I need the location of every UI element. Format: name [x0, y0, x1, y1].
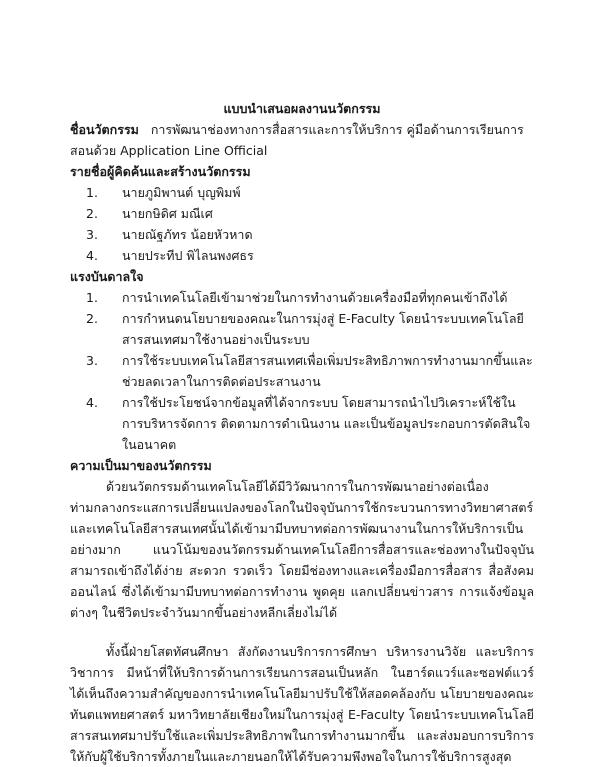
list-item: 1. นายภูมิพานต์ บุญพิมพ์: [86, 185, 241, 200]
background-heading: ความเป็นมาของนวัตกรรม: [70, 458, 212, 473]
list-item: 2. นายกษิดิศ มณีเศ: [86, 206, 213, 221]
background-paragraph-1: ด้วยนวัตกรรมด้านเทคโนโลยีได้มีวิวัฒนาการในการพัฒนาอย่างต่อเนื่องท่ามกลางกระแสการเปลี่ยนแปลงของโลกในปัจจุบันการใช้กระบวนการทางวิทยาศาสตร์และเทคโนโลยีสารสนเทศนั้นได้เข้ามามีบทบาทต่อการพัฒนางานในการให้บริการเป็นอย่างมาก แนวโน้มของนวัตกรรมด้านเทคโนโลยีการสื่อสารและช่องทางในปัจจุบันสามารถเข้าถึงได้ง่าย สะดวก รวดเร็ว โดยมีช่องทางและเครื่องมือการสื่อสาร สื่อสังคมออนไลน์ ซึ่งได้เข้ามามีบทบาทต่อการทำงาน พูดคุย แลกเปลี่ยนข่าวสาร การแจ้งข้อมูลต่างๆ ในชีวิตประจำวันมากขึ้นอย่างหลีกเลี่ยงไม่ได้: [70, 479, 534, 620]
creators-heading: รายชื่อผู้คิดค้นและสร้างนวัตกรรม: [70, 164, 251, 179]
inspiration-list: [70, 287, 534, 455]
list-item: 1. การนำเทคโนโลยีเข้ามาช่วยในการทำงานด้วยเครื่องมือที่ทุกคนเข้าถึงได้: [86, 290, 508, 305]
innovation-name-row: [70, 119, 534, 161]
paragraph-gap: [70, 623, 534, 641]
document-title: แบบนำเสนอผลงานนวัตกรรม: [223, 101, 381, 116]
list-item: 3. นายณัฐภัทร น้อยหัวหาด: [86, 227, 253, 242]
list-item: 4. การใช้ประโยชน์จากข้อมูลที่ได้จากระบบ โดยสามารถนำไปวิเคราะห์ใช้ในการบริหารจัดการ ติดตามการดำเนินงาน และเป็นข้อมูลประกอบการตัดสินใจในอนาคต: [86, 395, 531, 452]
background-paragraph-2: ทั้งนี้ฝ่ายโสตทัศนศึกษา สังกัดงานบริการการศึกษา บริหารงานวิจัย และบริการวิชาการ มีหน้าที่ให้บริการด้านการเรียนการสอนเป็นหลัก ในฮาร์ดแวร์และซอฟต์แวร์ ได้เห็นถึงความสำคัญของการนำเทคโนโลยีมาปรับใช้ให้สอดคล้องกับ นโยบายของคณะทันตแพทยศาสตร์ มหาวิทยาลัยเชียงใหม่ในการมุ่งสู่ E-Faculty โดยนำระบบเทคโนโลยีสารสนเทศมาปรับใช้และเพิ่มประสิทธิภาพในการทำงานมากขึ้น และส่งมอบการบริการให้กับผู้ใช้บริการทั้งภายในและภายนอกให้ได้รับความพึงพอใจในการใช้บริการสูงสุด: [70, 644, 534, 764]
creators-list: [70, 182, 534, 266]
list-item: 3. การใช้ระบบเทคโนโลยีสารสนเทศเพื่อเพิ่มประสิทธิภาพการทำงานมากขึ้นและช่วยลดเวลาในการติดต่อประสานงาน: [86, 353, 533, 389]
list-item: 2. การกำหนดนโยบายของคณะในการมุ่งสู่ E-Faculty โดยนำระบบเทคโนโลยีสารสนเทศมาใช้งานอย่างเป็นระบบ: [86, 311, 524, 347]
list-item: 4. นายประทีป พิไลนพงศธร: [86, 248, 254, 263]
innovation-name-label: ชื่อนวัตกรรม: [70, 122, 139, 137]
inspiration-heading: แรงบันดาลใจ: [70, 269, 144, 284]
innovation-name-text: การพัฒนาช่องทางการสื่อสารและการให้บริการ คู่มือด้านการเรียนการสอนด้วย Application Line Official: [70, 122, 524, 158]
